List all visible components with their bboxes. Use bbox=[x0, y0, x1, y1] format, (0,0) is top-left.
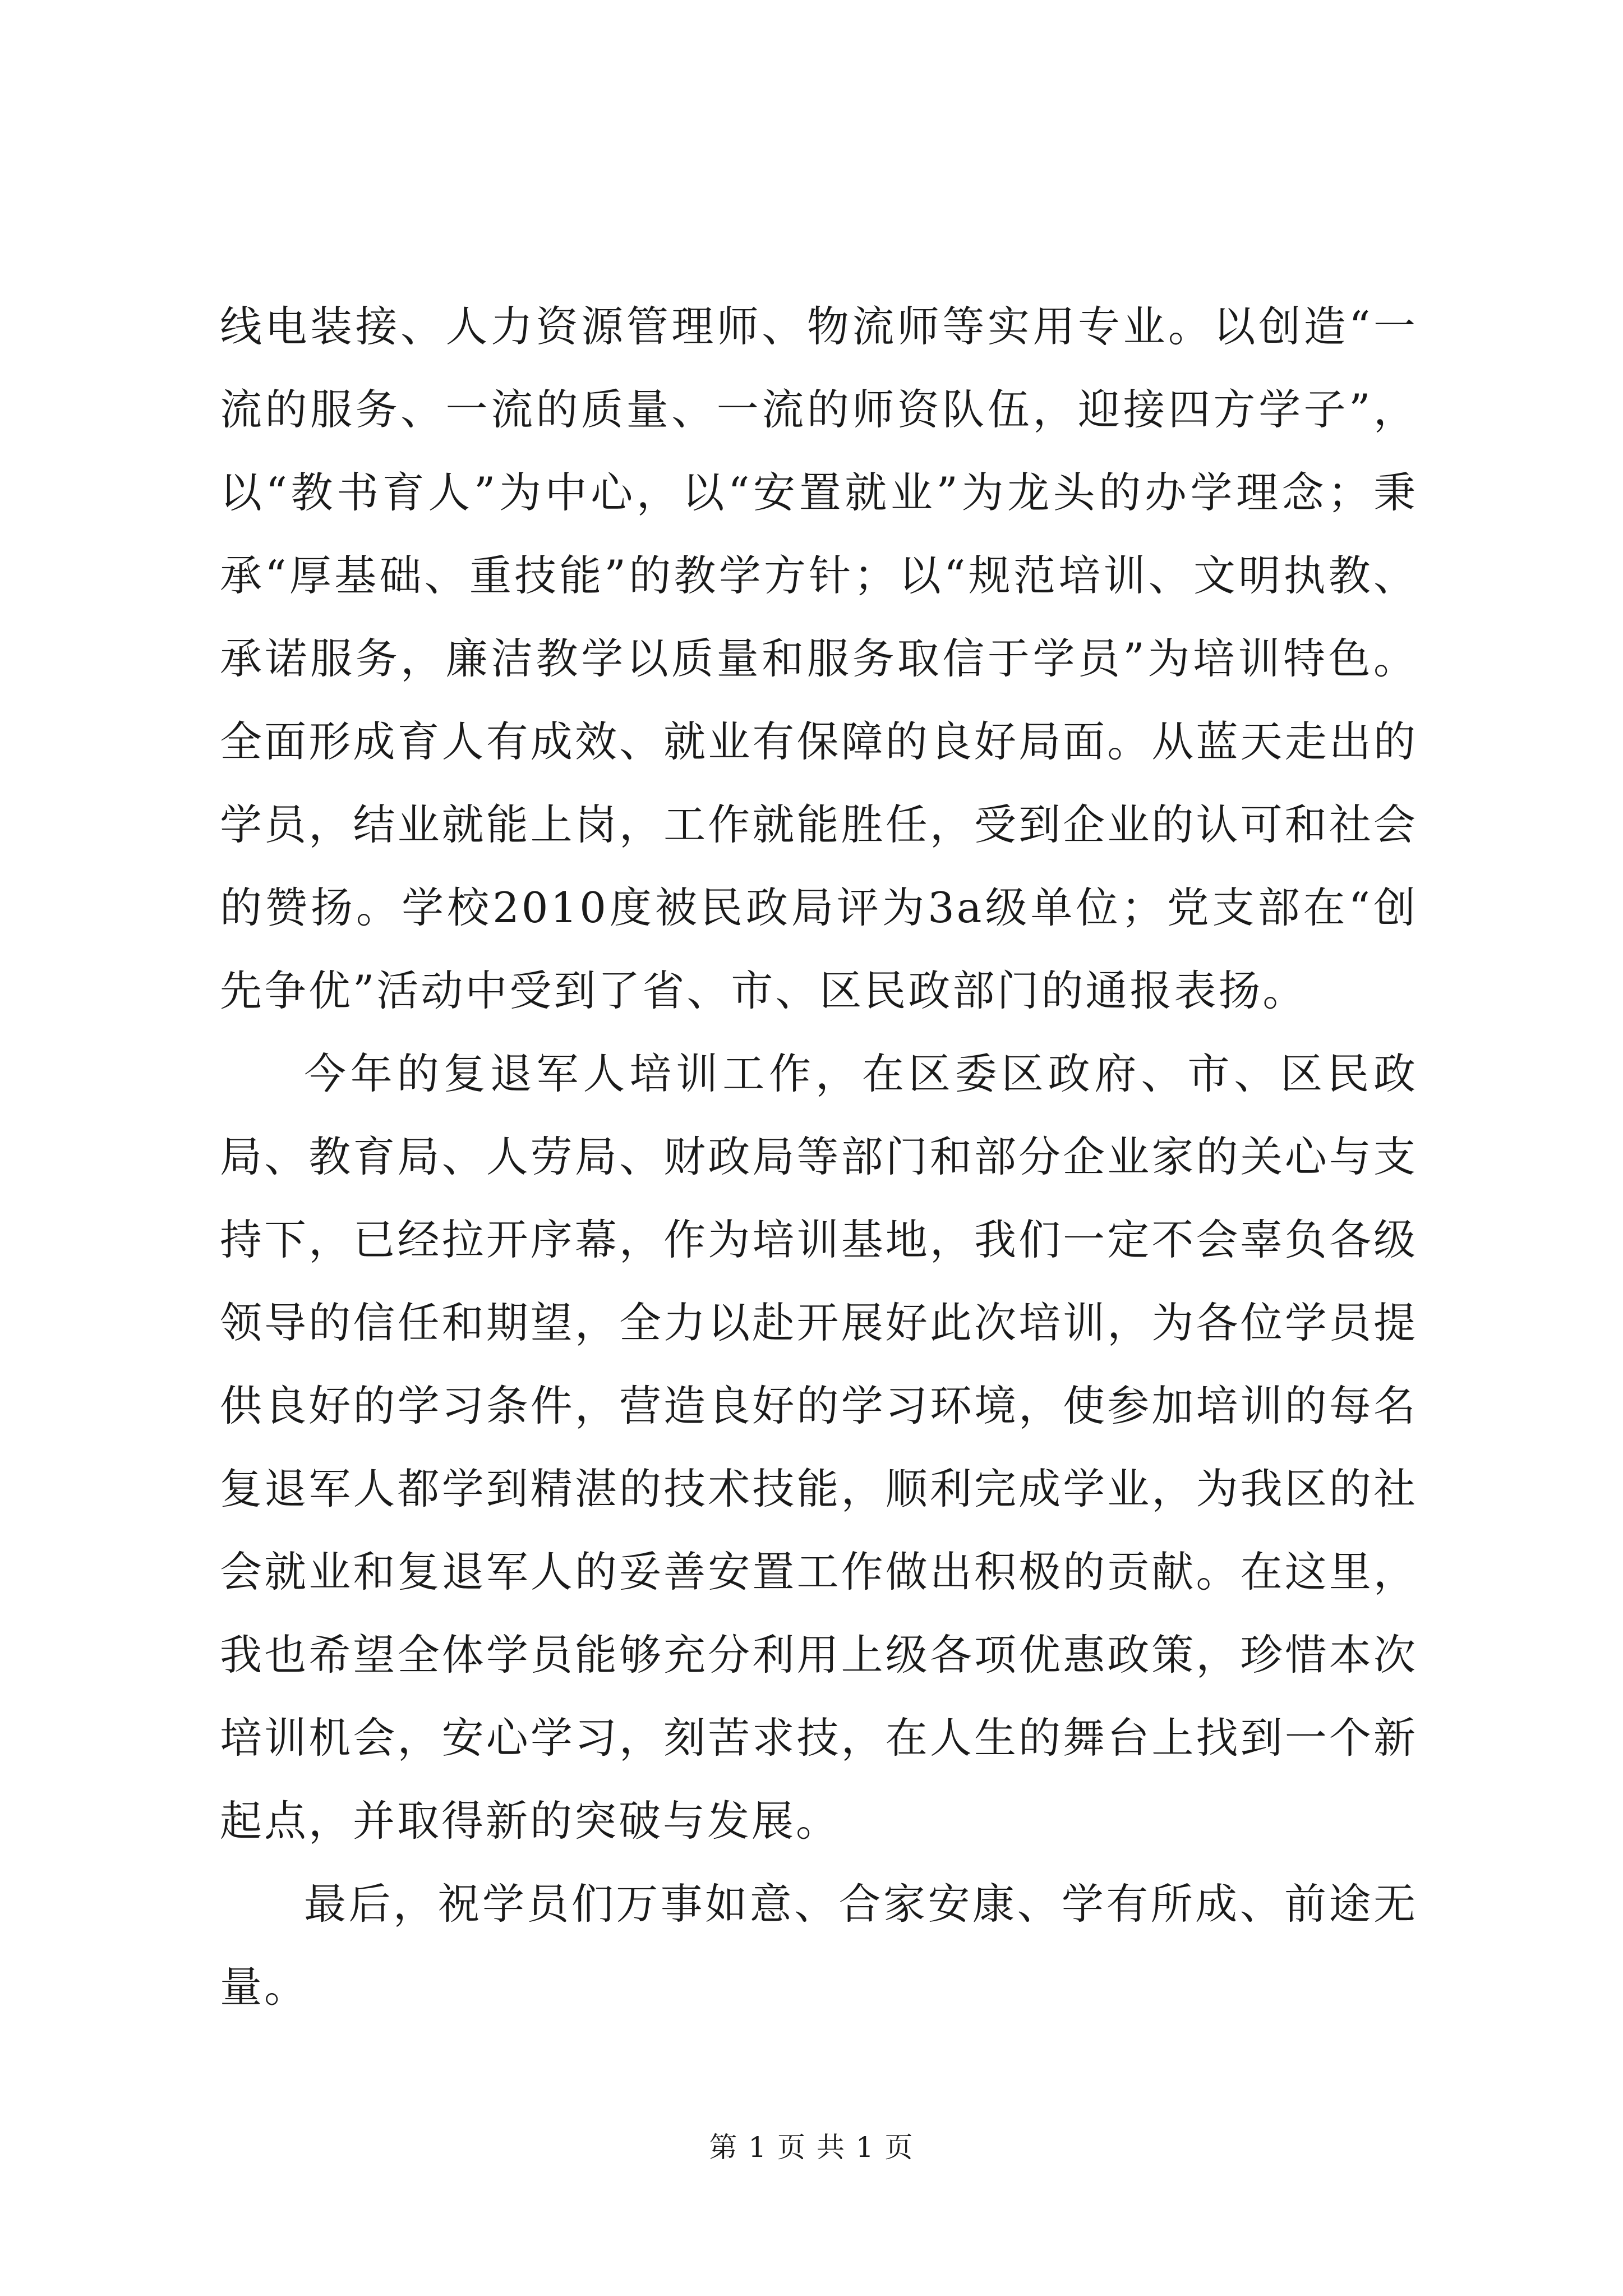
paragraph-closing-wishes: 最后，祝学员们万事如意、合家安康、学有所成、前途无量。 bbox=[220, 1879, 1418, 2012]
page-number-footer: 第 1 页 共 1 页 bbox=[709, 2131, 914, 2164]
document-body bbox=[220, 285, 1418, 2028]
paragraph-school-intro: 线电装接、人力资源管理师、物流师等实用专业。以创造“一流的服务、一流的质量、一流的师资队伍，迎接四方学子”，以“教书育人”为中心，以“安置就业”为龙头的办学理念；秉承“厚基础、重技能”的教学方针；以“规范培训、文明执教、承诺服务，廉洁教学以质量和服务取信于学员”为培训特色。全面形成育人有成效、就业有保障的良好局面。从蓝天走出的学员，结业就能上岗，工作就能胜任，受到企业的认可和社会的赞扬。学校2010度被民政局评为3a级单位；党支部在“创先争优”活动中受到了省、市、区民政部门的通报表扬。 bbox=[220, 302, 1418, 1015]
paragraph-training-work: 今年的复退军人培训工作，在区委区政府、市、区民政局、教育局、人劳局、财政局等部门和部分企业家的关心与支持下，已经拉开序幕，作为培训基地，我们一定不会辜负各级领导的信任和期望，全力以赴开展好此次培训，为各位学员提供良好的学习条件，营造良好的学习环境，使参加培训的每名复退军人都学到精湛的技术技能，顺利完成学业，为我区的社会就业和复退军人的妥善安置工作做出积极的贡献。在这里，我也希望全体学员能够充分利用上级各项优惠政策，珍惜本次培训机会，安心学习，刻苦求技，在人生的舞台上找到一个新起点，并取得新的突破与发展。 bbox=[220, 1049, 1418, 1846]
